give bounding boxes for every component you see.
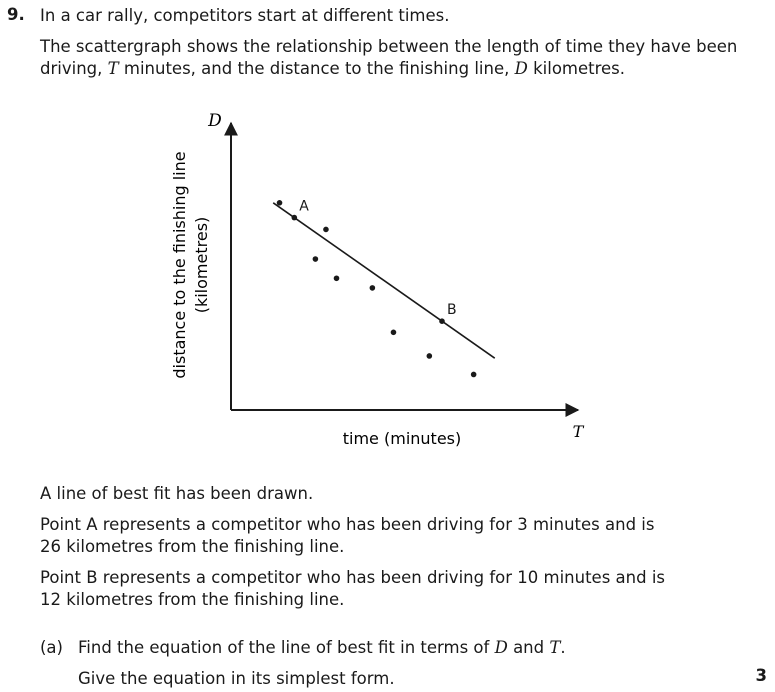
part-a-question — [78, 637, 566, 659]
part-a-label: (a) — [40, 638, 63, 657]
desc-text: driving, — [40, 59, 103, 78]
x-axis-variable: T — [572, 422, 584, 441]
data-point-b — [439, 318, 445, 324]
question-intro: In a car rally, competitors start at different times. — [40, 6, 450, 25]
question-description-line1: The scattergraph shows the relationship between the length of time they have been — [40, 37, 738, 56]
variable-T: T — [107, 59, 119, 78]
fit-statement: A line of best fit has been drawn. — [40, 484, 314, 503]
point-label-a: A — [299, 198, 309, 215]
desc-text: minutes, and the distance to the finishing line, — [123, 59, 510, 78]
data-point — [391, 330, 397, 336]
point-a-description-line2: 26 kilometres from the finishing line. — [40, 537, 345, 556]
data-point — [471, 372, 477, 378]
line-of-best-fit — [273, 203, 495, 358]
part-a-instruction: Give the equation in its simplest form. — [78, 669, 395, 688]
y-axis-variable: D — [208, 111, 222, 131]
y-axis-label: distance to the finishing line — [170, 151, 189, 379]
data-point — [370, 285, 376, 291]
variable-D: D — [494, 638, 508, 657]
part-a-text: and — [513, 638, 545, 657]
point-b-description-line2: 12 kilometres from the finishing line. — [40, 590, 345, 609]
data-point-a — [292, 215, 298, 221]
data-point — [277, 200, 283, 206]
data-point — [427, 353, 433, 359]
data-point — [323, 227, 329, 233]
point-b-description-line1: Point B represents a competitor who has been driving for 10 minutes and is — [40, 568, 666, 587]
part-a-text: Find the equation of the line of best fit in terms of — [78, 638, 490, 657]
question-number: 9. — [7, 5, 25, 24]
marks-value: 3 — [755, 666, 767, 685]
part-a-text: . — [560, 638, 566, 657]
data-point — [334, 275, 340, 281]
variable-T: T — [549, 638, 561, 657]
point-a-description-line1: Point A represents a competitor who has been driving for 3 minutes and is — [40, 515, 655, 534]
x-axis-label: time (minutes) — [342, 429, 462, 448]
data-point — [313, 256, 319, 262]
desc-text: kilometres. — [533, 59, 626, 78]
point-label-b: B — [447, 302, 457, 319]
variable-D: D — [514, 59, 528, 78]
y-axis-unit: (kilometres) — [192, 216, 211, 314]
